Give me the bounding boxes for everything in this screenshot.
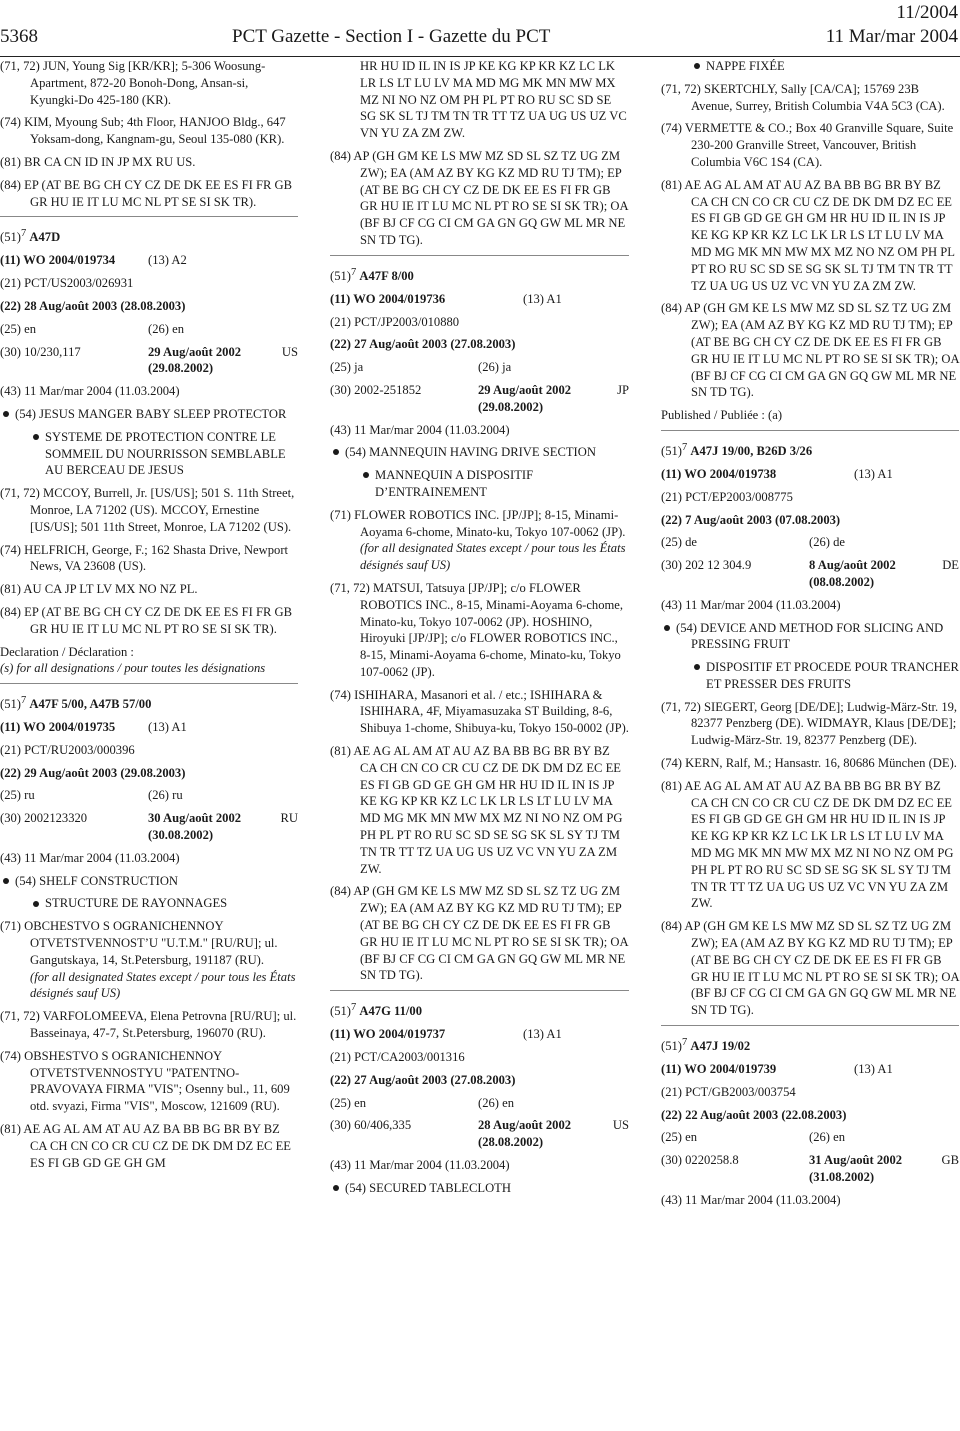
bullet-icon — [694, 63, 700, 69]
bullet-icon — [694, 664, 700, 670]
priority: (30) 60/406,335 28 Aug/août 2002 (28.08.2002) US — [330, 1118, 629, 1150]
application-number: (21) PCT/GB2003/003754 — [661, 1084, 796, 1099]
ipc-class: $(51)^7$ A47F 5/00, A47B 57/00 — [0, 695, 152, 712]
wo-number: (11) WO 2004/019737 (13) A1 — [330, 1027, 562, 1042]
title-en: (54) MANNEQUIN HAVING DRIVE SECTION — [330, 444, 629, 461]
wo-number: (11) WO 2004/019738 (13) A1 — [661, 466, 893, 481]
superscript: 7 — [681, 1037, 688, 1049]
filing-date: (22) 28 Aug/août 2003 (28.08.2003) — [0, 298, 186, 313]
agent: (74) KERN, Ralf, M.; Hansastr. 16, 80686 München (DE). — [661, 756, 957, 771]
filing-date: (22) 27 Aug/août 2003 (27.08.2003) — [330, 1072, 516, 1087]
publication-date: (43) 11 Mar/mar 2004 (11.03.2004) — [330, 1158, 510, 1172]
publication-date: (43) 11 Mar/mar 2004 (11.03.2004) — [330, 422, 510, 437]
designated-states-84: (84) AP (GH GM KE LS MW MZ SD SL SZ TZ UG ZM ZW); EA (AM AZ BY KG KZ MD RU TJ TM); EP (AT BE BG CH CY CZ DE DK EE ES FI FR GB GR HU IE IT LU MC NL PT RO SE SI SK TR); OA (BF BJ CF CG CI CM GA GN GQ GW ML MR NE SN TD TG). — [661, 301, 959, 400]
title-fr: STRUCTURE DE RAYONNAGES — [0, 895, 298, 912]
gazette-title: PCT Gazette - Section I - Gazette du PCT — [232, 26, 551, 47]
title-fr: NAPPE FIXÉE — [661, 58, 959, 75]
priority: (30) 0220258.8 31 Aug/août 2002 (31.08.2002) GB — [661, 1153, 959, 1184]
bullet-icon — [363, 472, 369, 478]
bullet-icon — [33, 434, 39, 440]
column-3 — [661, 58, 959, 1215]
publication-date: (43) 11 Mar/mar 2004 (11.03.2004) — [0, 850, 180, 865]
superscript: 7 — [20, 695, 27, 707]
wo-number: (11) WO 2004/019739 (13) A1 — [661, 1062, 893, 1077]
entry-separator — [661, 1025, 959, 1026]
filing-date: (22) 29 Aug/août 2003 (29.08.2003) — [0, 765, 186, 780]
title-fr: SYSTEME DE PROTECTION CONTRE LE SOMMEIL DU NOURRISSON SEMBLABLE AU BERCEAU DE JESUS — [0, 429, 298, 479]
designated-states-81: (81) AE AG AL AM AT AU AZ BA BB BG BR BY BZ CA CH CN CO CR CU CZ DE DK DM DZ EC EE ES FI GB GD GE GH GM HR HU ID IL IN IS JP KE KG KP KR KZ LC LK LR LS LT LU LV MA MD MG MK MN MW MX MZ NI NO NZ OM PG PH PL PT RO RU SC SD SE SG SK SL SY TJ TM TN TR TT TZ UA UG US UZ VC VN YU ZA ZM ZW. — [330, 744, 623, 876]
superscript: 7 — [350, 1002, 357, 1014]
application-number: (21) PCT/CA2003/001316 — [330, 1050, 465, 1065]
page-number: 5368 — [0, 26, 38, 47]
header-rule — [0, 56, 960, 57]
ipc-class: $(51)^7$ A47D — [0, 228, 61, 245]
agent: (74) OBSHESTVO S OGRANICHENNOY OTVETSTVENNOSTYU "PATENTNO-PRAVOVAYA FIRMA "VIS"; Osenny bul., 11, 609 otd. svyazi, Firma "VIS", Moscow, 121609 (RU). — [0, 1048, 290, 1114]
filing-date: (22) 27 Aug/août 2003 (27.08.2003) — [330, 337, 516, 352]
inventor: (71, 72) JUN, Young Sig [KR/KR]; 5-306 Woosung-Apartment, 872-20 Bonoh-Dong, Ansan-si, Kyungki-Do 425-180 (KR). — [0, 59, 266, 107]
inventor: (71, 72) VARFOLOMEEVA, Elena Petrovna [RU/RU]; ul. Basseinaya, 47-7, St.Petersburg, 196070 (RU). — [0, 1009, 297, 1041]
title-en: (54) JESUS MANGER BABY SLEEP PROTECTOR — [0, 406, 298, 423]
inventor: (71, 72) MATSUI, Tatsuya [JP/JP]; c/o FLOWER ROBOTICS INC., 8-15, Minami-Aoyama 6-chome, Minato-ku, Tokyo 107-0062 (JP). HOSHINO, Hiroyuki [JP/JP]; c/o FLOWER ROBOTICS INC., 8-15, Minami-Aoyama 6-chome, Minato-ku, Tokyo 107-0062 (JP). — [330, 580, 624, 679]
languages: (25) ru (26) ru — [0, 788, 183, 803]
superscript: 7 — [681, 441, 688, 453]
priority: (30) 202 12 304.9 8 Aug/août 2002 (08.08.2002) DE — [661, 558, 959, 589]
languages: (25) de (26) de — [661, 535, 846, 550]
designated-states-84: (84) AP (GH GM KE LS MW MZ SD SL SZ TZ UG ZM ZW); EA (AM AZ BY KG KZ MD RU TJ TM); EP (AT BE BG CH CY CZ DE DK EE ES FI FR GB GR HU IE IT LU MC NL PT RO SE SI SK TR); OA (BF BJ CF CG CI CM GA GN GQ GW ML MR NE SN TD TG). — [330, 148, 628, 247]
entry-separator — [661, 430, 959, 431]
issue-number: 11/2004 — [896, 2, 958, 23]
application-number: (21) PCT/RU2003/000396 — [0, 742, 135, 757]
bullet-icon — [333, 449, 339, 455]
superscript: 7 — [350, 266, 357, 278]
entry — [0, 226, 298, 677]
designated-states-81: (81) AE AG AL AM AT AU AZ BA BB BG BR BY BZ CA CH CN CO CR CU CZ DE DK DM DZ EC EE ES FI GB GD GE GH GM HR HU ID IL IN IS JP KE KG KP KR KZ LC LK LR LS LT LU LV MA MD MG MK MN MW MX MZ NO NZ OM PH PL PT RO RU SC SD SE SG SK SL TJ TM TN TR TT TZ UA UG US UZ VC VN YU ZA ZM ZW. — [661, 177, 955, 293]
agent: (74) KIM, Myoung Sub; 4th Floor, HANJOO Bldg., 647 Yoksam-dong, Kangnam-gu, Seoul 135-080 (KR). — [0, 115, 286, 147]
applicant-note: (for all designated States except / pour tous les États désignés sauf US) — [30, 969, 296, 1001]
designated-states-81: HR HU ID IL IN IS JP KE KG KP KR KZ LC LK LR LS LT LU LV MA MD MG MK MN MW MX MZ NI NO NZ OM PH PL PT RO RU SC SD SE SG SK SL TJ TM TN TR TT TZ UA UG US UZ VC VN YU ZA ZM ZW. — [360, 59, 627, 141]
designated-states-81: (81) BR CA CN ID IN JP MX RU US. — [0, 154, 196, 169]
filing-date: (22) 7 Aug/août 2003 (07.08.2003) — [661, 512, 841, 527]
inventor: (71, 72) SKERTCHLY, Sally [CA/CA]; 15769 23B Avenue, Surrey, British Columbia V4A 5C3 (CA). — [661, 81, 945, 113]
inventor: (71, 72) MCCOY, Burrell, Jr. [US/US]; 501 S. 11th Street, Monroe, LA 71202 (US). MCCOY, Ernestine [US/US]; 501 11th Street, Monroe, LA 71202 (US). — [0, 486, 295, 534]
application-number: (21) PCT/JP2003/010880 — [330, 314, 460, 329]
entry — [0, 693, 298, 1171]
superscript: 7 — [20, 228, 27, 240]
languages: (25) ja (26) ja — [330, 360, 512, 375]
entry-separator — [0, 216, 298, 217]
entry-continued — [330, 58, 629, 249]
ipc-class: $(51)^7$ A47J 19/02 — [661, 1037, 751, 1054]
languages: (25) en (26) en — [330, 1095, 515, 1110]
wo-number: (11) WO 2004/019736 (13) A1 — [330, 291, 562, 306]
applicant-note: (for all designated States except / pour tous les États désignés sauf US) — [360, 541, 626, 573]
designated-states-84: (84) EP (AT BE BG CH CY CZ DE DK EE ES FI FR GB GR HU IE IT LU MC NL PT RO SE SI SK TR). — [0, 604, 293, 636]
title-en: (54) SHELF CONSTRUCTION — [0, 873, 298, 890]
column-1 — [0, 58, 298, 1177]
entry-separator — [330, 990, 629, 991]
ipc-class: $(51)^7$ A47G 11/00 — [330, 1002, 423, 1019]
title-fr: MANNEQUIN A DISPOSITIF D’ENTRAINEMENT — [330, 467, 629, 501]
designated-states-84: (84) AP (GH GM KE LS MW MZ SD SL SZ TZ UG ZM ZW); EA (AM AZ BY KG KZ MD RU TJ TM); EP (AT BE BG CH CY CZ DE DK EE ES FI FR GB GR HU IE IT LU MC NL PT RO SE SI SK TR); OA (BF BJ CF CG CI CM GA GN GQ GW ML MR NE SN TD TG). — [330, 884, 628, 983]
filing-date: (22) 22 Aug/août 2003 (22.08.2003) — [661, 1107, 847, 1122]
application-number: (21) PCT/EP2003/008775 — [661, 489, 793, 504]
designated-states-81: (81) AE AG AL AM AT AU AZ BA BB BG BR BY BZ CA CH CN CO CR CU CZ DE DK DM DZ EC EE ES FI GB GD GE GH GM — [0, 1122, 291, 1170]
bullet-icon — [33, 901, 39, 907]
applicant: (71) FLOWER ROBOTICS INC. [JP/JP]; 8-15, Minami-Aoyama 6-chome, Minato-ku, Tokyo 107-0062 (JP). — [330, 507, 626, 539]
entry — [330, 1000, 629, 1196]
agent: (74) ISHIHARA, Masanori et al. / etc.; ISHIHARA & ISHIHARA, 4F, Miyamasuzaka ST Building, 8-6, Shibuya 1-chome, Shibuya-ku, Tokyo 150-0002 (JP). — [330, 687, 629, 736]
inventor: (71, 72) SIEGERT, Georg [DE/DE]; Ludwig-März-Str. 19, 82377 Penzberg (DE). WIDMAYR, Klaus [DE/DE]; Ludwig-März-Str. 19, 82377 Penzberg (DE). — [661, 699, 958, 748]
bullet-icon — [3, 411, 9, 417]
entry — [661, 440, 959, 1019]
entry-separator — [0, 683, 298, 684]
column-2 — [330, 58, 629, 1203]
page-header — [0, 0, 960, 60]
published-note: Published / Publiée : (a) — [661, 408, 783, 423]
issue-date: 11 Mar/mar 2004 — [825, 26, 958, 47]
ipc-class: $(51)^7$ A47F 8/00 — [330, 266, 414, 283]
entry — [661, 1035, 959, 1209]
bullet-icon — [333, 1185, 339, 1191]
applicant: (71) OBCHESTVO S OGRANICHENNOY OTVETSTVENNOST’U "U.T.M." [RU/RU]; ul. Gangutskaya, 14, St.Petersburg, 191187 (RU). — [0, 919, 278, 967]
bullet-icon — [664, 625, 670, 631]
bullet-icon — [3, 878, 9, 884]
declaration: Declaration / Déclaration : — [0, 644, 134, 659]
wo-number: (11) WO 2004/019735 (13) A1 — [0, 720, 187, 735]
ipc-class: $(51)^7$ A47J 19/00, B26D 3/26 — [661, 441, 813, 459]
entry-continued — [661, 58, 959, 424]
designated-states-84: (84) AP (GH GM KE LS MW MZ SD SL SZ TZ UG ZM ZW); EA (AM AZ BY KG KZ MD RU TJ TM); EP (AT BE BG CH CY CZ DE DK EE ES FI FR GB GR HU IE IT LU MC NL PT RO SE SI SK TR); OA (BF BJ CF CG CI CM GA GN GQ GW ML MR NE SN TD TG). — [661, 919, 959, 1018]
entry — [0, 58, 298, 210]
agent: (74) VERMETTE & CO.; Box 40 Granville Square, Suite 230-200 Granville Street, Vancouver, British Columbia V6C 1S4 (CA). — [661, 121, 954, 169]
publication-date: (43) 11 Mar/mar 2004 (11.03.2004) — [0, 384, 180, 399]
designated-states-84: (84) EP (AT BE BG CH CY CZ DE DK EE ES FI FR GB GR HU IE IT LU MC NL PT SE SI SK TR). — [0, 177, 293, 209]
priority: (30) 2002123320 30 Aug/août 2002 (30.08.2002) RU — [0, 811, 298, 843]
priority: (30) 2002-251852 29 Aug/août 2002 (29.08.2002) JP — [330, 382, 629, 414]
languages: (25) en (26) en — [661, 1130, 846, 1145]
title-en: (54) SECURED TABLECLOTH — [330, 1180, 629, 1197]
designated-states-81: (81) AE AG AL AM AT AU AZ BA BB BG BR BY BZ CA CH CN CO CR CU CZ DE DK DM DZ EC EE ES FI GB GD GE GH GM HR HU ID IL IN IS JP KE KG KP KR KZ LC LK LR LS LT LU LV MA MD MG MK MN MW MX MZ NI NO NZ OM PG PH PL PT RO RU SC SD SE SG SK SL SY TJ TM TN TR TT TZ UA UG US UZ VC VN YU ZA ZM ZW. — [661, 778, 954, 911]
application-number: (21) PCT/US2003/026931 — [0, 276, 134, 291]
priority: (30) 10/230,117 29 Aug/août 2002 (29.08.2002) US — [0, 344, 298, 376]
title-en: (54) DEVICE AND METHOD FOR SLICING AND PRESSING FRUIT — [661, 620, 959, 654]
agent: (74) HELFRICH, George, F.; 162 Shasta Drive, Newport News, VA 23608 (US). — [0, 542, 289, 574]
designated-states-81: (81) AU CA JP LT LV MX NO NZ PL. — [0, 582, 198, 597]
entry — [330, 265, 629, 984]
title-fr: DISPOSITIF ET PROCEDE POUR TRANCHER ET PRESSER DES FRUITS — [661, 659, 959, 693]
publication-date: (43) 11 Mar/mar 2004 (11.03.2004) — [661, 1192, 841, 1207]
wo-number: (11) WO 2004/019734 (13) A2 — [0, 253, 187, 268]
publication-date: (43) 11 Mar/mar 2004 (11.03.2004) — [661, 597, 841, 612]
languages: (25) en (26) en — [0, 321, 185, 336]
entry-separator — [330, 255, 629, 256]
declaration-text: (s) for all designations / pour toutes les désignations — [0, 661, 266, 676]
